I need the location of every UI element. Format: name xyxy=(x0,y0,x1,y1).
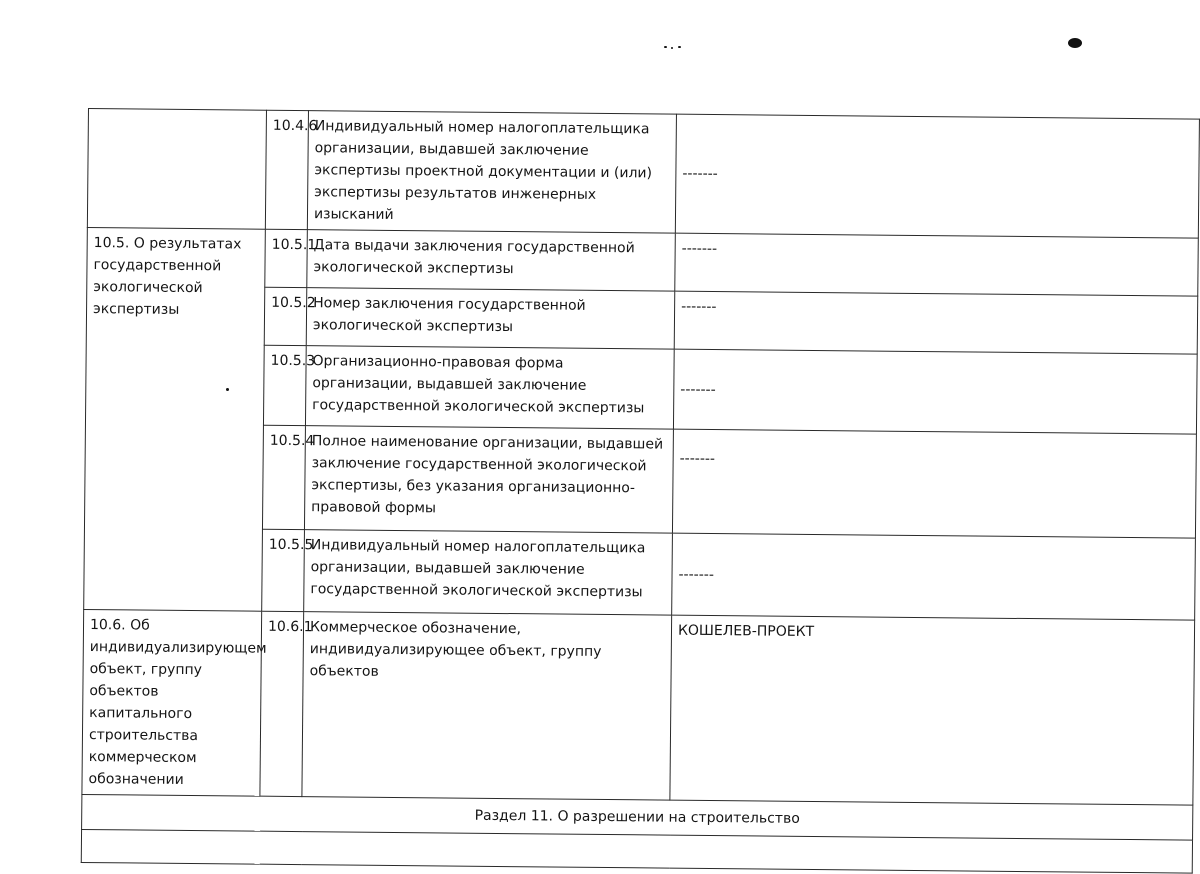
table-row xyxy=(87,109,1199,239)
table-row xyxy=(87,227,1199,296)
section-label: 10.6. Об индивидуализирующем объект, группу объектов капитального строительства коммерческом обозначении xyxy=(82,609,262,796)
row-value: ------- xyxy=(673,349,1197,434)
section-label: 10.5. О результатах государственной экологической экспертизы xyxy=(84,227,266,611)
ink-speck xyxy=(678,46,681,48)
row-description: Номер заключения государственной экологической экспертизы xyxy=(306,288,675,350)
row-value: КОШЕЛЕВ-ПРОЕКТ xyxy=(670,615,1195,805)
row-description: Индивидуальный номер налогоплательщика организации, выдавшей заключение государственной экологической экспертизы xyxy=(304,530,673,616)
construction-info-table xyxy=(81,108,1200,874)
row-code: 10.6.1 xyxy=(260,611,304,796)
row-value: ------- xyxy=(675,114,1199,238)
row-description: Организационно-правовая форма организации, выдавшей заключение государственной экологической экспертизы xyxy=(305,346,674,430)
row-code: 10.5.3 xyxy=(263,345,306,425)
row-description: Дата выдачи заключения государственной экологической экспертизы xyxy=(307,230,676,292)
row-code: 10.5.5 xyxy=(262,529,305,611)
row-value: ------- xyxy=(675,233,1199,296)
row-code: 10.5.1 xyxy=(265,229,308,287)
row-description: Полное наименование организации, выдавшей заключение государственной экологической экспертизы, без указания организационно-правовой формы xyxy=(304,426,673,534)
section-cell-empty xyxy=(87,109,266,230)
ink-speck xyxy=(664,46,667,48)
row-value: ------- xyxy=(672,533,1196,620)
row-code: 10.5.2 xyxy=(264,287,307,345)
row-value: ------- xyxy=(672,429,1196,538)
row-code: 10.5.4 xyxy=(262,425,305,529)
ink-speck xyxy=(671,47,673,49)
row-code: 10.4.6 xyxy=(265,110,308,229)
row-description: Коммерческое обозначение, индивидуализирующее объект, группу объектов xyxy=(302,612,672,801)
table-row xyxy=(82,609,1195,805)
row-description: Индивидуальный номер налогоплательщика организации, выдавшей заключение экспертизы проектной документации и (или) экспертизы результатов инженерных изысканий xyxy=(307,111,676,234)
ink-speck xyxy=(1068,38,1082,48)
section-11-title: Раздел 11. О разрешении на строительство xyxy=(82,794,1193,840)
row-value: ------- xyxy=(674,291,1198,354)
